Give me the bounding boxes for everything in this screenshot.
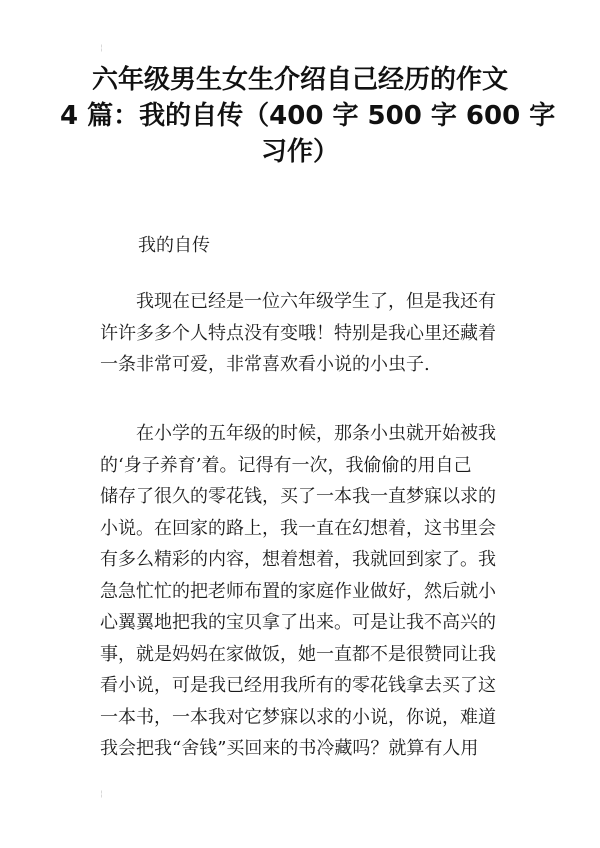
paragraph-line: 的‘身子养育’着。记得有一次，我偷偷的用自己 bbox=[100, 454, 472, 476]
title-line: 4 篇：我的自传（400 字 500 字 600 字 bbox=[60, 101, 556, 131]
paragraph-line: 储存了很久的零花钱，买了一本我一直梦寐以求的 bbox=[100, 486, 496, 507]
paragraph-line: 一条非常可爱，非常喜欢看小说的小虫子. bbox=[100, 354, 430, 375]
paragraph-line: 急急忙忙的把老师布置的家庭作业做好，然后就小 bbox=[100, 580, 496, 602]
paragraph-line: 小说。在回家的路上，我一直在幻想着，这书里会 bbox=[100, 517, 496, 539]
title-line: 习作） bbox=[260, 137, 339, 167]
corner-mark-bottom-left: ¦ bbox=[100, 789, 103, 798]
paragraph-line: 在小学的五年级的时候，那条小虫就开始被我 bbox=[100, 423, 496, 444]
paragraph-line: 心翼翼地把我的宝贝拿了出来。可是让我不高兴的 bbox=[100, 612, 496, 633]
paragraph-line: 看小说，可是我已经用我所有的零花钱拿去买了这 bbox=[100, 675, 496, 696]
document-subheading: 我的自传 bbox=[138, 235, 210, 256]
paragraph-line: 我会把我“舍钱”买回来的书冷藏吗？就算有人用 bbox=[100, 738, 479, 759]
paragraph-1 bbox=[100, 286, 510, 381]
paragraph-line: 事，就是妈妈在家做饭，她一直都不是很赞同让我 bbox=[100, 643, 496, 665]
document-title bbox=[60, 62, 556, 170]
title-line: 六年级男生女生介绍自己经历的作文 bbox=[91, 65, 508, 95]
corner-mark-top-left: ¦ bbox=[100, 43, 103, 52]
paragraph-2 bbox=[100, 418, 510, 765]
paragraph-line: 许许多多个人特点没有变哦！特别是我心里还藏着 bbox=[100, 322, 496, 344]
paragraph-line: 有多么精彩的内容，想着想着，我就回到家了。我 bbox=[100, 549, 496, 570]
paragraph-line: 一本书，一本我对它梦寐以求的小说，你说，难道 bbox=[100, 706, 496, 728]
paragraph-line: 我现在已经是一位六年级学生了，但是我还有 bbox=[100, 291, 496, 312]
